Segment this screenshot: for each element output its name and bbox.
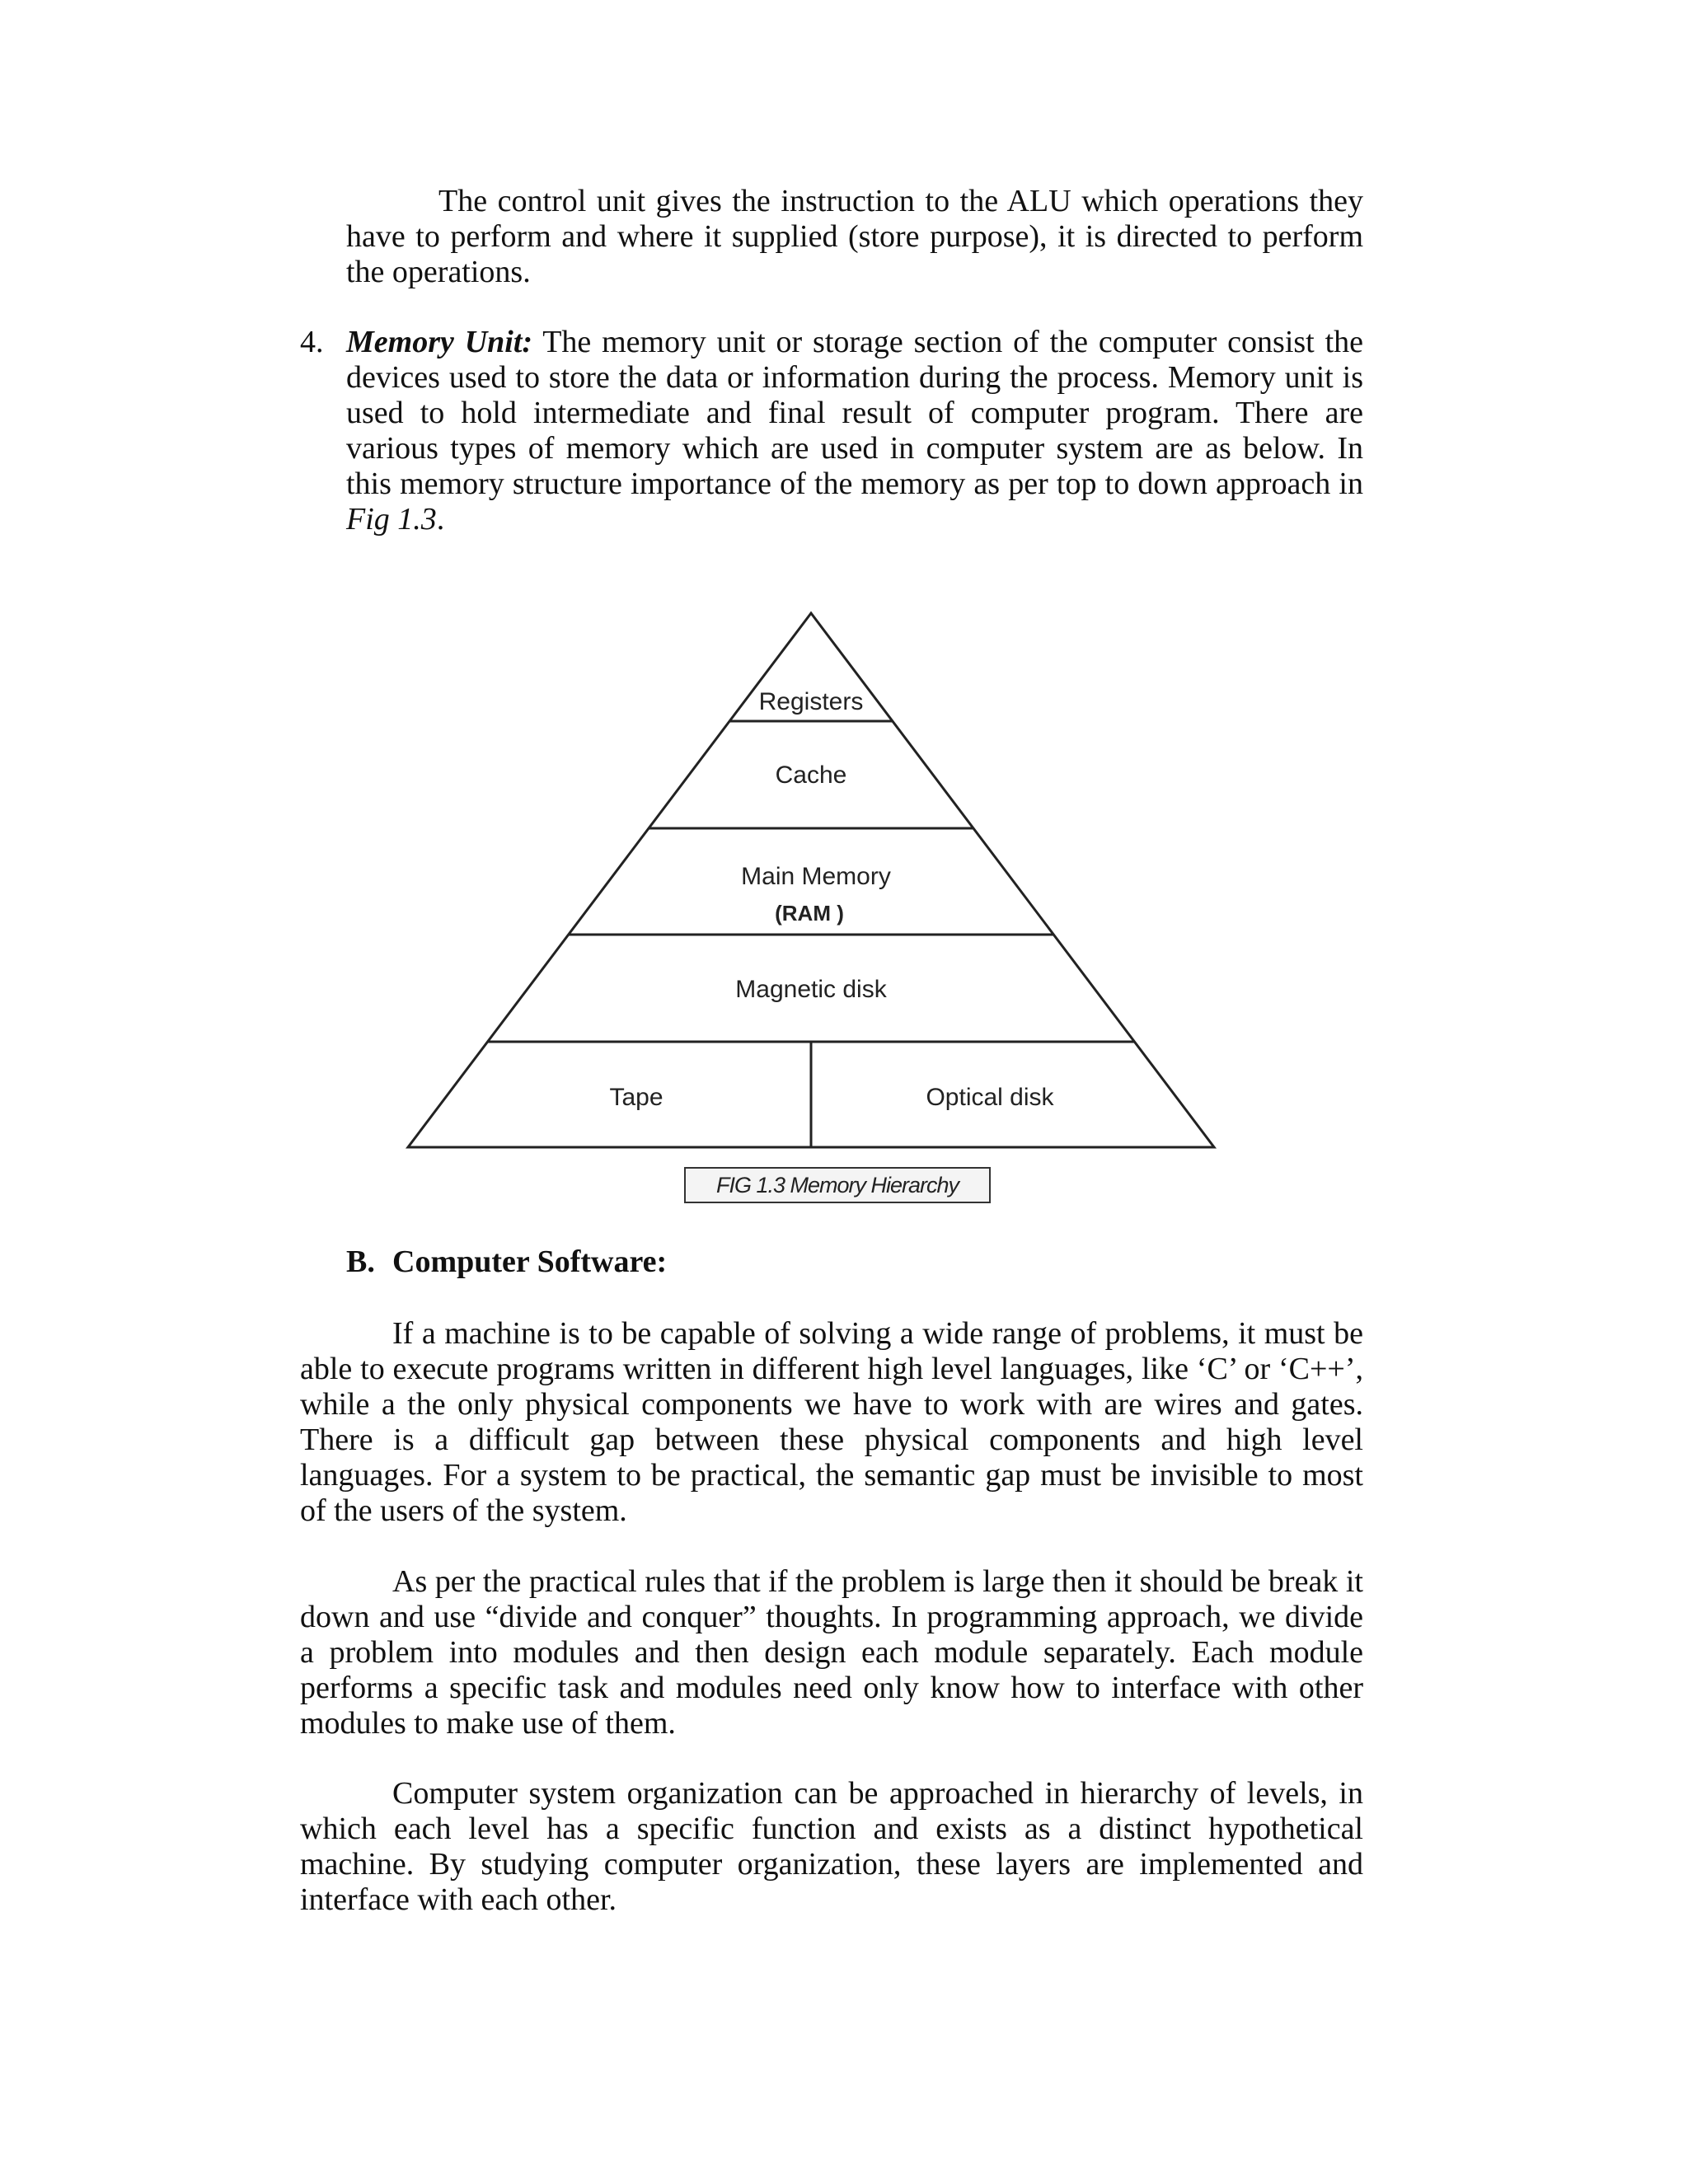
figure-caption: FIG 1.3 Memory Hierarchy [684, 1167, 991, 1203]
software-paragraph-3: Computer system organization can be approached in hierarchy of levels, in which each level has a specific function and exists as a distinct hypothetical machine. By studying computer organization, these layers are implemented and interface with each other. [300, 1776, 1363, 1917]
memory-unit-term: Memory Unit: [346, 325, 533, 359]
software-paragraph-2: As per the practical rules that if the problem is large then it should be break it down and use “divide and conquer” thoughts. In programming approach, we divide a problem into modules and then design each module separately. Each module performs a specific task and modules need only know how to interface with other modules to make use of them. [300, 1564, 1363, 1741]
figure-reference: Fig 1.3 [346, 502, 437, 537]
section-title: Computer Software: [392, 1244, 668, 1279]
control-unit-paragraph: The control unit gives the instruction to the ALU which operations they have to perform and where it supplied (store purpose), it is directed to perform the operations. [346, 184, 1363, 289]
software-paragraph-1: If a machine is to be capable of solving a wide range of problems, it must be able to execute programs written in different high level languages, like ‘C’ or ‘C++’, while a the only physical components we have to work with are wires and gates. There is a difficult gap between these physical components and high level languages. For a system to be practical, the semantic gap must be invisible to most of the users of the system. [300, 1316, 1363, 1528]
level-magnetic-disk: Magnetic disk [735, 976, 887, 1003]
section-heading [346, 1244, 667, 1280]
level-optical-disk: Optical disk [926, 1084, 1054, 1111]
level-cache: Cache [775, 762, 847, 789]
list-number: 4. [300, 325, 324, 359]
level-tape: Tape [609, 1084, 663, 1111]
section-letter: B. [346, 1244, 375, 1279]
level-main-memory: Main Memory [741, 863, 891, 890]
memory-unit-text: Memory Unit: The memory unit or storage section of the computer consist the devices used to store the data or information during the process. Memory unit is used to hold intermediate and final result of computer program. There are various types of memory which are used in computer system are as below. In this memory structure importance of the memory as per top to down approach in Fig 1.3. [346, 325, 1363, 537]
level-registers: Registers [758, 688, 864, 715]
level-main-memory-sub: (RAM ) [775, 901, 844, 926]
pyramid-outline [408, 613, 1214, 1147]
